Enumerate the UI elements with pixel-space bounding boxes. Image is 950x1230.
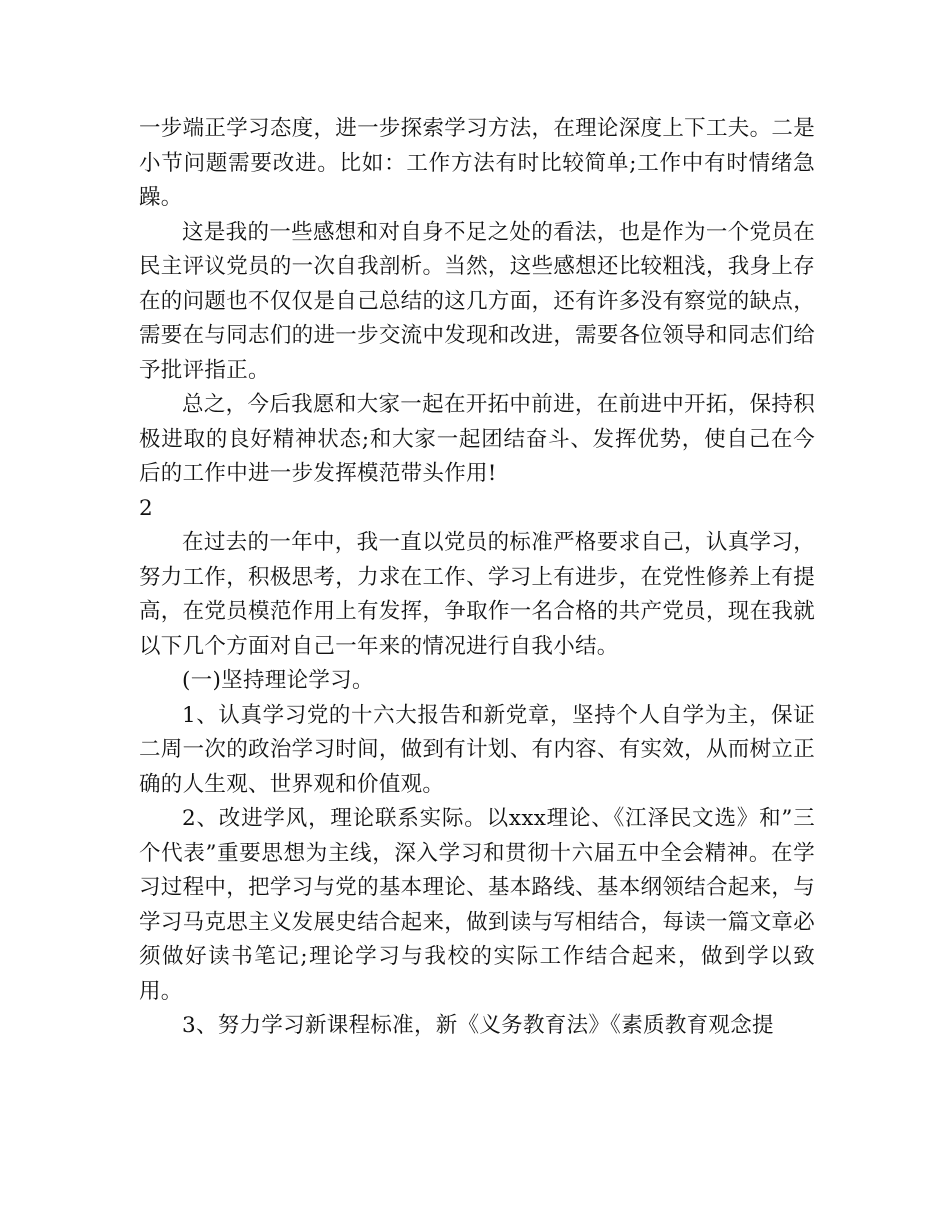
document-body bbox=[139, 112, 815, 1044]
paragraph: 总之，今后我愿和大家一起在开拓中前进，在前进中开拓，保持积极进取的良好精神状态;和大家一起团结奋斗、发挥优势，使自己在今后的工作中进一步发挥模范带头作用! bbox=[139, 392, 815, 486]
paragraph: 这是我的一些感想和对自身不足之处的看法，也是作为一个党员在民主评议党员的一次自我剖析。当然，这些感想还比较粗浅，我身上存在的问题也不仅仅是自己总结的这几方面，还有许多没有察觉的缺点，需要在与同志们的进一步交流中发现和改进，需要各位领导和同志们给予批评指正。 bbox=[139, 219, 815, 383]
section-heading: (一)坚持理论学习。 bbox=[182, 668, 374, 693]
paragraph: 1、认真学习党的十六大报告和新党章，坚持个人自学为主，保证二周一次的政治学习时间，做到有计划、有内容、有实效，从而树立正确的人生观、世界观和价值观。 bbox=[139, 702, 815, 797]
paragraph: 2、改进学风，理论联系实际。以xxx理论、《江泽民文选》和”三个代表”重要思想为主线，深入学习和贯彻十六届五中全会精神。在学习过程中，把学习与党的基本理论、基本路线、基本纲领结合起来，与学习马克思主义发展史结合起来，做到读与写相结合，每读一篇文章必须做好读书笔记;理论学习与我校的实际工作结合起来，做到学以致用。 bbox=[139, 806, 815, 1004]
paragraph: 3、努力学习新课程标准，新《义务教育法》《素质教育观念提 bbox=[182, 1013, 774, 1038]
section-number: 2 bbox=[139, 495, 153, 521]
paragraph: 一步端正学习态度，进一步探索学习方法，在理论深度上下工夫。二是小节问题需要改进。比如：工作方法有时比较简单;工作中有时情绪急躁。 bbox=[139, 116, 815, 210]
paragraph: 在过去的一年中，我一直以党员的标准严格要求自己，认真学习，努力工作，积极思考，力求在工作、学习上有进步，在党性修养上有提高，在党员模范作用上有发挥，争取作一名合格的共产党员，现在我就以下几个方面对自己一年来的情况进行自我小结。 bbox=[139, 530, 815, 659]
